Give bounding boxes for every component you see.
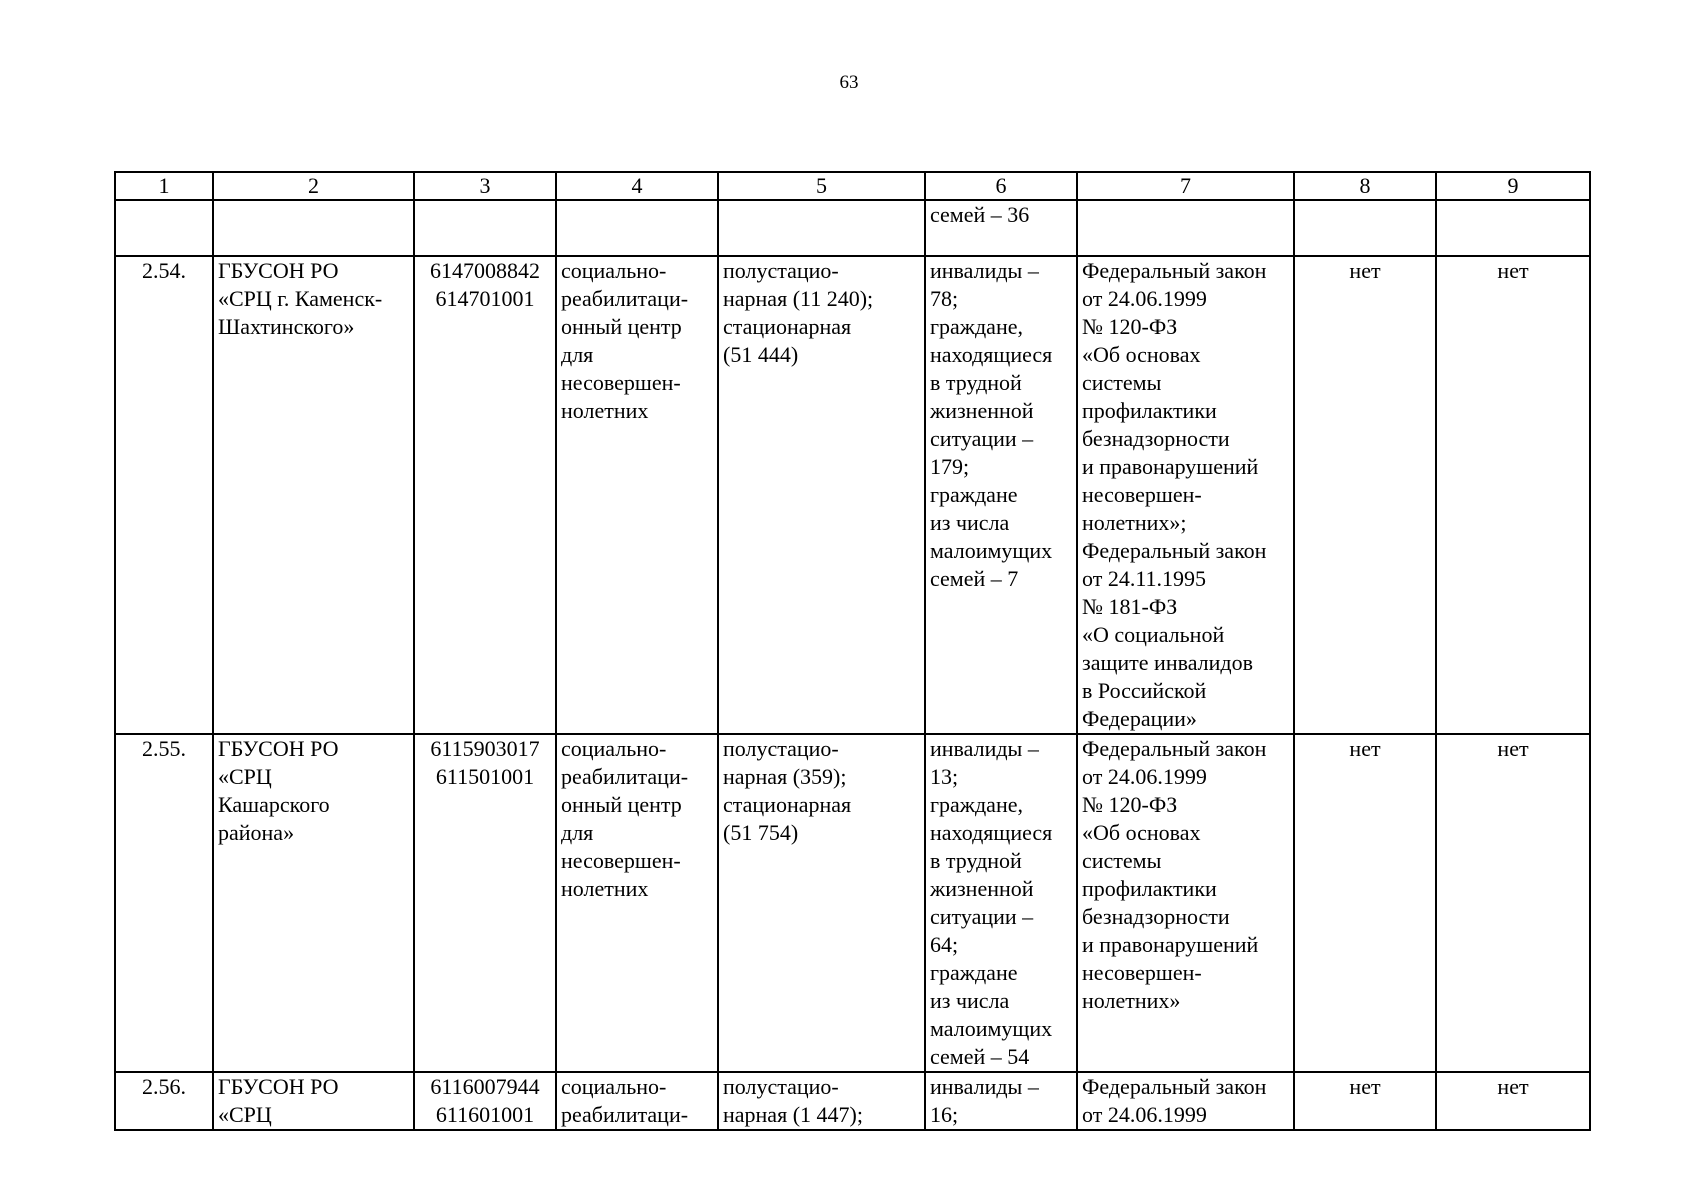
registry-table — [114, 171, 1591, 1131]
cell-legal-basis: Федеральный закон от 24.06.1999 № 120-ФЗ «Об основах системы профилактики безнадзорности и правонарушений несовершен- нолетних»; Федеральный закон от 24.11.1995 № 181-ФЗ «О социальной защите инвалидов в Российской Федерации» — [1077, 256, 1294, 734]
cell-col8 — [1294, 200, 1436, 256]
cell-recipients: семей – 36 — [925, 200, 1077, 256]
cell-inn-kpp: 6115903017 611501001 — [414, 734, 556, 1072]
cell-col9 — [1436, 200, 1590, 256]
header-cell-5: 5 — [718, 172, 925, 200]
header-cell-7: 7 — [1077, 172, 1294, 200]
cell-number — [115, 200, 213, 256]
cell-recipients: инвалиды – 78; граждане, находящиеся в трудной жизненной ситуации – 179; граждане из числа малоимущих семей – 7 — [925, 256, 1077, 734]
cell-type — [556, 200, 718, 256]
header-cell-4: 4 — [556, 172, 718, 200]
cell-legal-basis — [1077, 200, 1294, 256]
cell-col9: нет — [1436, 1072, 1590, 1130]
cell-organization: ГБУСОН РО «СРЦ г. Каменск- Шахтинского» — [213, 256, 414, 734]
table-row — [115, 1072, 1590, 1130]
header-row — [115, 172, 1590, 200]
cell-number: 2.56. — [115, 1072, 213, 1130]
table-row — [115, 734, 1590, 1072]
cell-col8: нет — [1294, 256, 1436, 734]
cell-col8: нет — [1294, 1072, 1436, 1130]
cell-service-form: полустацио- нарная (359); стационарная (51 754) — [718, 734, 925, 1072]
cell-type: социально- реабилитаци- — [556, 1072, 718, 1130]
cell-inn-kpp: 6116007944 611601001 — [414, 1072, 556, 1130]
cell-col9: нет — [1436, 734, 1590, 1072]
cell-service-form: полустацио- нарная (11 240); стационарная (51 444) — [718, 256, 925, 734]
cell-inn-kpp: 6147008842 614701001 — [414, 256, 556, 734]
cell-type: социально- реабилитаци- онный центр для несовершен- нолетних — [556, 734, 718, 1072]
cell-type: социально- реабилитаци- онный центр для несовершен- нолетних — [556, 256, 718, 734]
header-cell-9: 9 — [1436, 172, 1590, 200]
cell-inn-kpp — [414, 200, 556, 256]
header-cell-1: 1 — [115, 172, 213, 200]
table-row — [115, 256, 1590, 734]
cell-col8: нет — [1294, 734, 1436, 1072]
cell-recipients: инвалиды – 16; — [925, 1072, 1077, 1130]
cell-number: 2.55. — [115, 734, 213, 1072]
cell-number: 2.54. — [115, 256, 213, 734]
cell-organization: ГБУСОН РО «СРЦ — [213, 1072, 414, 1130]
cell-service-form: полустацио- нарная (1 447); — [718, 1072, 925, 1130]
cell-legal-basis: Федеральный закон от 24.06.1999 № 120-ФЗ «Об основах системы профилактики безнадзорности и правонарушений несовершен- нолетних» — [1077, 734, 1294, 1072]
page-number: 63 — [839, 72, 859, 93]
cell-organization — [213, 200, 414, 256]
header-cell-6: 6 — [925, 172, 1077, 200]
cell-service-form — [718, 200, 925, 256]
cell-organization: ГБУСОН РО «СРЦ Кашарского района» — [213, 734, 414, 1072]
header-cell-2: 2 — [213, 172, 414, 200]
cell-col9: нет — [1436, 256, 1590, 734]
header-cell-8: 8 — [1294, 172, 1436, 200]
header-cell-3: 3 — [414, 172, 556, 200]
table-row — [115, 200, 1590, 256]
cell-recipients: инвалиды – 13; граждане, находящиеся в трудной жизненной ситуации – 64; граждане из числа малоимущих семей – 54 — [925, 734, 1077, 1072]
cell-legal-basis: Федеральный закон от 24.06.1999 — [1077, 1072, 1294, 1130]
